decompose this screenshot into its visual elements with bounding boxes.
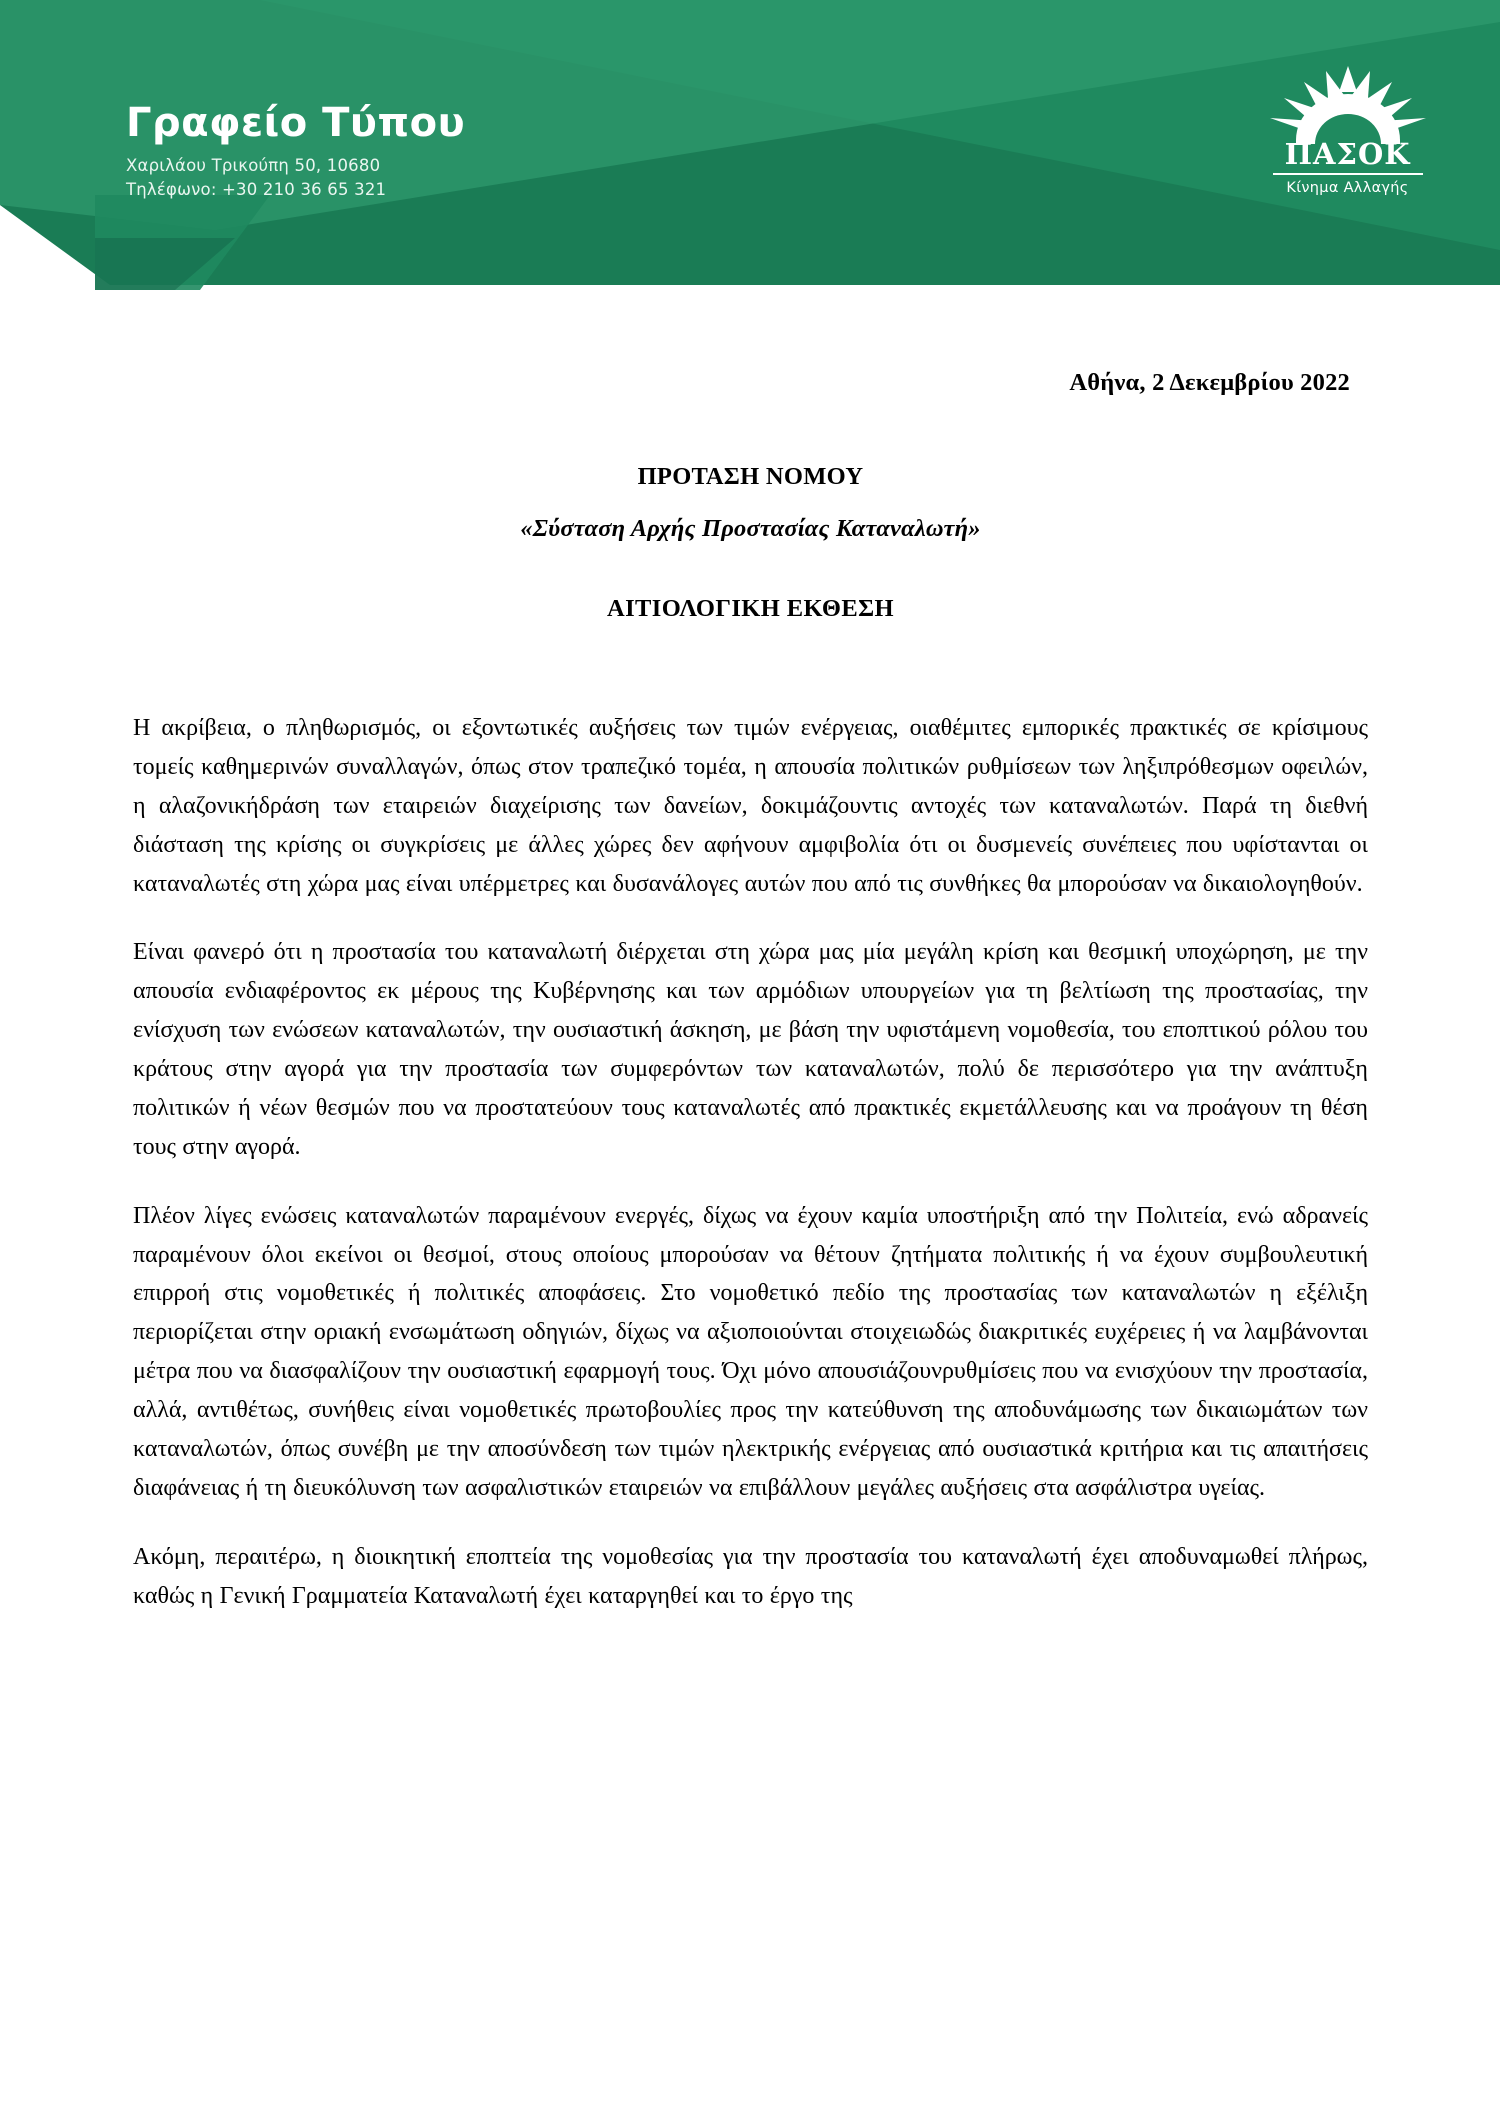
document-page	[0, 369, 1500, 1615]
paragraph: Πλέον λίγες ενώσεις καταναλωτών παραμένουν ενεργές, δίχως να έχουν καμία υποστήριξη από την Πολιτεία, ενώ αδρανείς παραμένουν όλοι εκείνοι οι θεσμοί, στους οποίους μπορούσαν να θέτουν ζητήματα πολιτικής ή να έχουν συμβουλευτική επιρροή στις νομοθετικές ή πολιτικές αποφάσεις. Στο νομοθετικό πεδίο της προστασίας των καταναλωτών η εξέλιξη περιορίζεται στην οριακή ενσωμάτωση οδηγιών, δίχως να αξιοποιούνται στοιχειωδώς διακριτικές ευχέρειες ή να λαμβάνονται μέτρα που να διασφαλίζουν την ουσιαστική εφαρμογή τους. Όχι μόνο απουσιάζουνρυθμίσεις που να ενισχύουν την προστασία, αλλά, αντιθέτως, συνήθεις είναι νομοθετικές πρωτοβουλίες προς την κατεύθυνση της αποδυνάμωσης των δικαιωμάτων των καταναλωτών, όπως συνέβη με την αποσύνδεση των τιμών ηλεκτρικής ενέργειας από ουσιαστικά κριτήρια και τις απαιτήσεις διαφάνειας ή τη διευκόλυνση των ασφαλιστικών εταιρειών να επιβάλλουν μεγάλες αυξήσεις στα ασφάλιστρα υγείας.	[133, 1202, 1368, 1501]
rising-sun-icon	[1268, 66, 1428, 144]
paragraph: Ακόμη, περαιτέρω, η διοικητική εποπτεία της νομοθεσίας για την προστασία του καταναλωτή έχει αποδυναμωθεί πλήρως, καθώς η Γενική Γραμματεία Καταναλωτή έχει καταργηθεί και το έργο της	[133, 1543, 1368, 1609]
pasok-tagline: Κίνημα Αλλαγής	[1286, 180, 1409, 196]
paragraph: Η ακρίβεια, ο πληθωρισμός, οι εξοντωτικές αυξήσεις των τιμών ενέργειας, οιαθέμιτες εμπορικές πρακτικές σε κρίσιμους τομείς καθημερινών συναλλαγών, όπως στον τραπεζικό τομέα, η απουσία πολιτικών ρυθμίσεων των ληξιπρόθεσμων οφειλών, η αλαζονικήδράση των εταιρειών διαχείρισης των δανείων, δοκιμάζουντις αντοχές των καταναλωτών. Παρά τη διεθνή διάσταση της κρίσης οι συγκρίσεις με άλλες χώρες δεν αφήνουν αμφιβολία ότι οι δυσμενείς συνέπειες που υφίστανται οι καταναλωτές στη χώρα μας είναι υπέρμετρες και δυσανάλογες αυτών που από τις συνθήκες θα μπορούσαν να δικαιολογηθούν.	[133, 715, 1368, 897]
section-heading: ΑΙΤΙΟΛΟΓΙΚΗ ΕΚΘΕΣΗ	[607, 595, 894, 622]
page-header-banner	[0, 0, 1500, 290]
pasok-logo	[1260, 66, 1435, 196]
date-line: Αθήνα, 2 Δεκεμβρίου 2022	[1069, 369, 1350, 396]
document-body	[133, 709, 1368, 1615]
document-subtitle: «Σύσταση Αρχής Προστασίας Καταναλωτή»	[520, 515, 981, 542]
logo-divider-rule	[1273, 173, 1423, 175]
press-office-title: Γραφείο Τύπου	[126, 100, 466, 146]
paragraph: Είναι φανερό ότι η προστασία του καταναλωτή διέρχεται στη χώρα μας μία μεγάλη κρίση και θεσμική υποχώρηση, με την απουσία ενδιαφέροντος εκ μέρους της Κυβέρνησης και των αρμόδιων υπουργείων για τη βελτίωση της προστασίας, την ενίσχυση των ενώσεων καταναλωτών, την ουσιαστική άσκηση, με βάση την υφιστάμενη νομοθεσία, του εποπτικού ρόλου του κράτους στην αγορά για την προστασία των συμφερόντων των καταναλωτών, πολύ δε περισσότερο για την ανάπτυξη πολιτικών ή νέων θεσμών που να προστατεύουν τους καταναλωτές από πρακτικές εκμετάλλευσης και να προάγουν τη θέση τους στην αγορά.	[133, 939, 1368, 1160]
press-office-block	[126, 102, 465, 202]
pasok-wordmark: ΠΑΣΟΚ	[1284, 137, 1411, 171]
document-title: ΠΡΟΤΑΣΗ ΝΟΜΟΥ	[637, 463, 864, 490]
press-office-phone: Τηλέφωνο: +30 210 36 65 321	[126, 179, 387, 199]
press-office-address: Χαριλάου Τρικούπη 50, 10680	[126, 156, 381, 175]
